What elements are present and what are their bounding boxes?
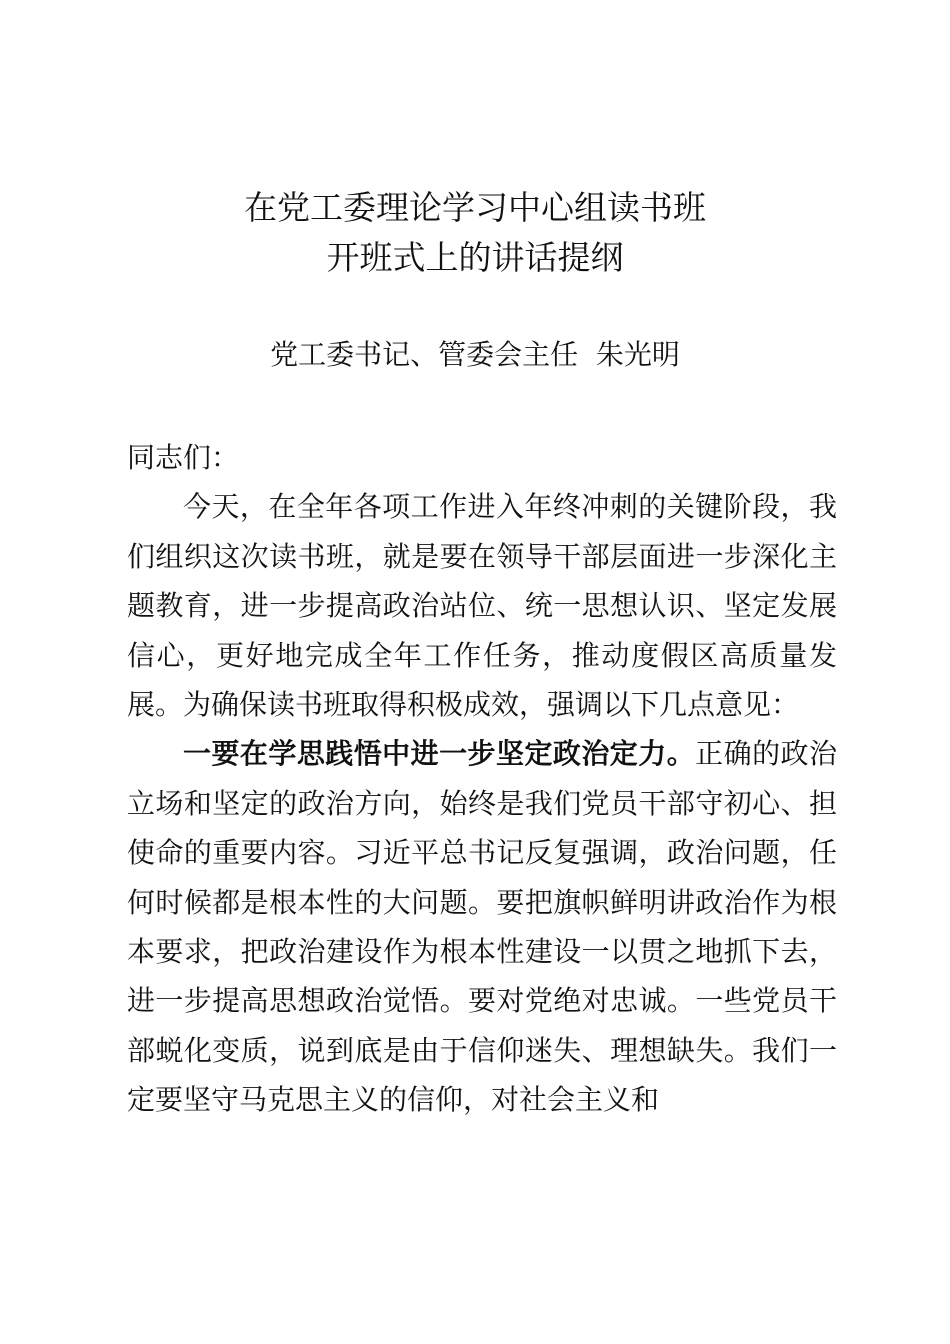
salutation: 同志们：: [127, 441, 240, 474]
document-title-line2: 开班式上的讲话提纲: [326, 238, 624, 277]
paragraph-2-body: 正确的政治立场和坚定的政治方向，始终是我们党员干部守初心、担使命的重要内容。习近平总书记反复强调，政治问题，任何时候都是根本性的大问题。要把旗帜鲜明讲政治作为根本要求，把政治建设作为根本性建设一以贯之地抓下去，进一步提高思想政治觉悟。要对党绝对忠诚。一些党员干部蜕化变质，说到底是由于信仰迷失、理想缺失。我们一定要坚守马克思主义的信仰，对社会主义和: [127, 737, 837, 1117]
document-title-line1: 在党工委理论学习中心组读书班: [244, 188, 706, 227]
document-author: 党工委书记、管委会主任 朱光明: [270, 338, 680, 371]
paragraph-2: [127, 729, 837, 1124]
document-body: [127, 433, 837, 1125]
paragraph-1: 今天，在全年各项工作进入年终冲刺的关键阶段，我们组织这次读书班，就是要在领导干部层面进一步深化主题教育，进一步提高政治站位、统一思想认识、坚定发展信心，更好地完成全年工作任务，推动度假区高质量发展。为确保读书班取得积极成效，强调以下几点意见：: [127, 490, 837, 722]
paragraph-2-heading: 一要在学思践悟中进一步坚定政治定力。: [183, 737, 696, 771]
